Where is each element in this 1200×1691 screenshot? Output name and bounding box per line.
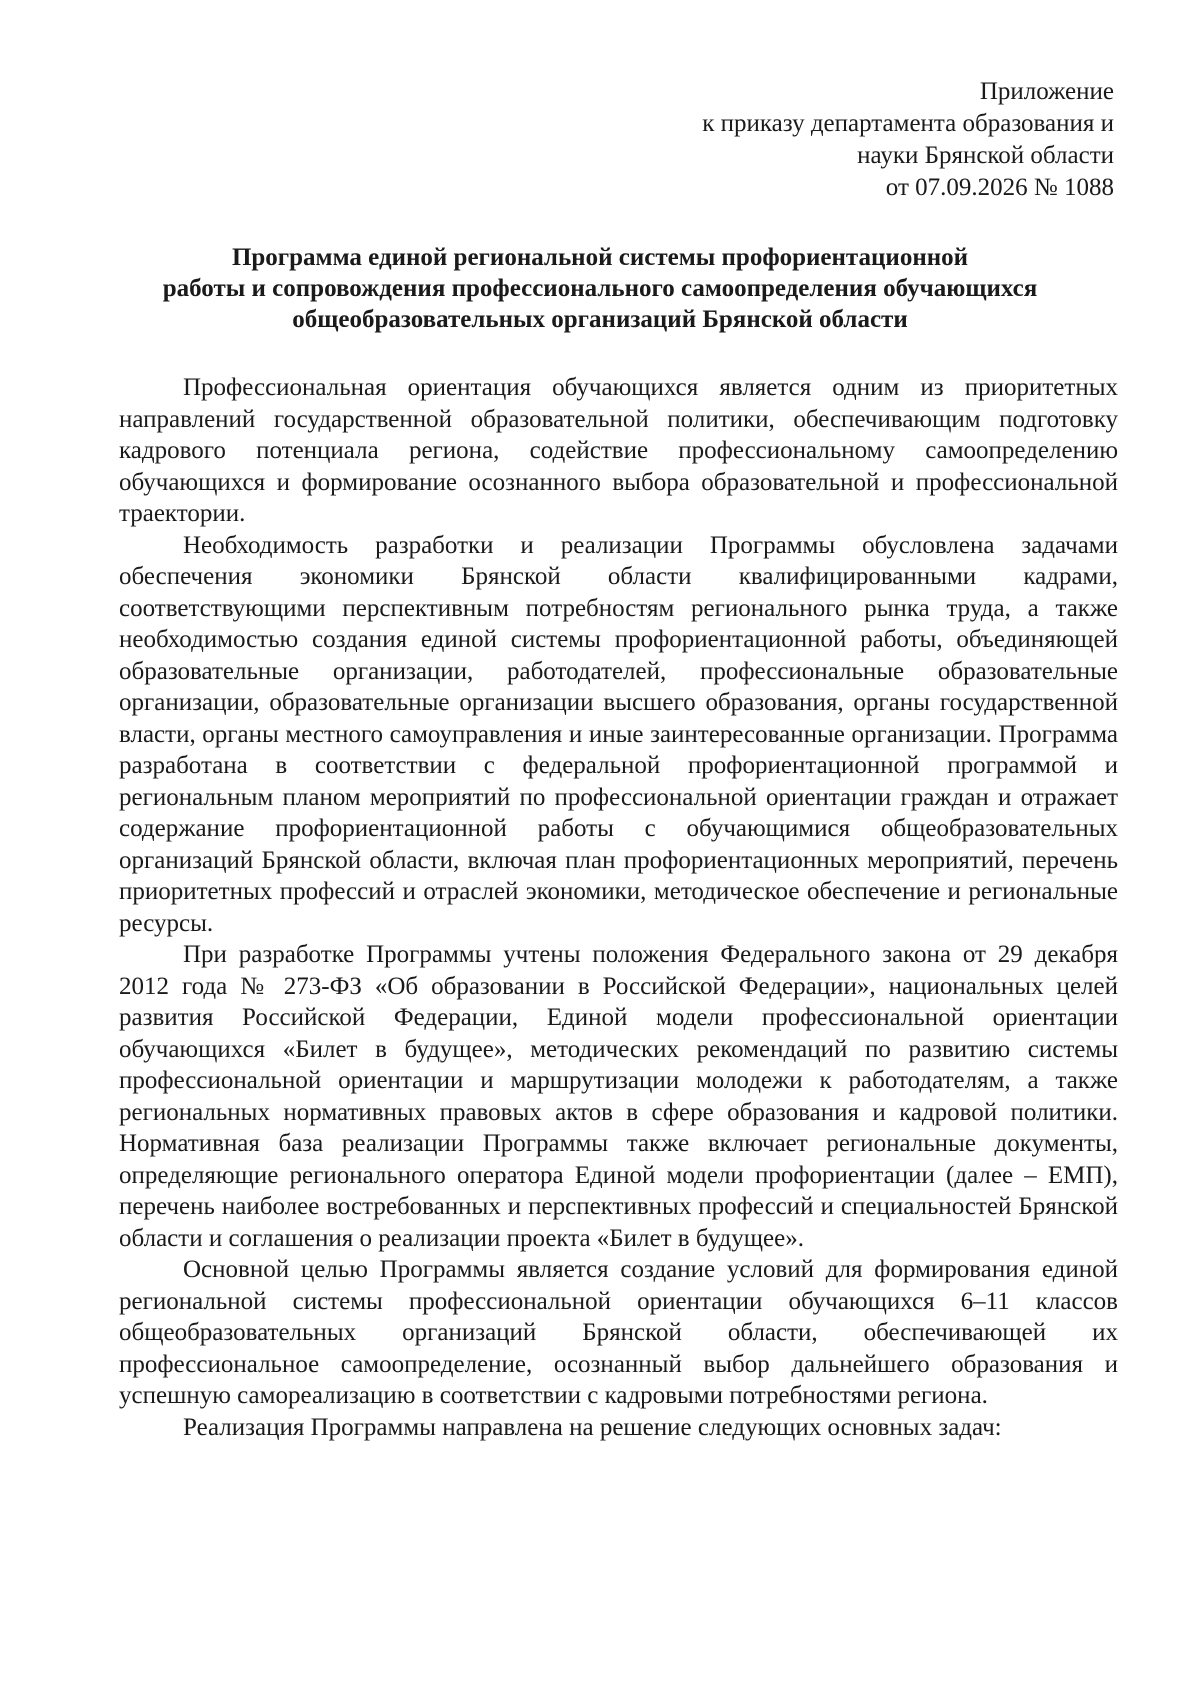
title-line: общеобразовательных организаций Брянской области — [292, 306, 908, 333]
paragraph: Профессиональная ориентация обучающихся является одним из приоритетных направлений государственной образовательной политики, обеспечивающим подготовку кадрового потенциала региона, содействие профессиональному самоопределению обучающихся и формирование осознанного выбора образовательной и профессиональной траектории. — [119, 374, 1118, 527]
paragraph: Реализация Программы направлена на решение следующих основных задач: — [183, 1413, 1002, 1441]
appendix-label: Приложение — [979, 78, 1114, 105]
appendix-order-ref: к приказу департамента образования и — [702, 110, 1114, 137]
title-line: работы и сопровождения профессионального самоопределения обучающихся — [162, 275, 1038, 302]
paragraph: При разработке Программы учтены положения Федерального закона от 29 декабря 2012 года № 273-ФЗ «Об образовании в Российской Федерации», национальных целей развития Российской Федерации, Единой модели профессиональной ориентации обучающихся «Билет в будущее», методических рекомендаций по развитию системы профессиональной ориентации и маршрутизации молодежи к работодателям, а также региональных нормативных правовых актов в сфере образования и кадровой политики. Нормативная база реализации Программы также включает региональные документы, определяющие регионального оператора Единой модели профориентации (далее – ЕМП), перечень наиболее востребованных и перспективных профессий и специальностей Брянской области и соглашения о реализации проекта «Билет в будущее». — [119, 941, 1118, 1252]
document-title — [90, 242, 1110, 335]
appendix-department: науки Брянской области — [857, 142, 1114, 169]
paragraph: Необходимость разработки и реализации Программы обусловлена задачами обеспечения экономики Брянской области квалифицированными кадрами, соответствующими перспективным потребностям регионального рынка труда, а также необходимостью создания единой системы профориентационной работы, объединяющей образовательные организации, работодателей, профессиональные образовательные организации, образовательные организации высшего образования, органы государственной власти, органы местного самоуправления и иные заинтересованные организации. Программа разработана в соответствии с федеральной профориентационной программой и региональным планом мероприятий по профессиональной ориентации граждан и отражает содержание профориентационной работы с обучающимися общеобразовательных организаций Брянской области, включая план профориентационных мероприятий, перечень приоритетных профессий и отраслей экономики, методическое обеспечение и региональные ресурсы. — [119, 531, 1118, 937]
title-line: Программа единой региональной системы профориентационной — [231, 244, 969, 271]
appendix-order-date-number: от 07.09.2026 № 1088 — [885, 174, 1114, 201]
document-body — [119, 372, 1118, 1443]
appendix-note — [702, 76, 1114, 204]
paragraph: Основной целью Программы является создание условий для формирования единой региональной системы профессиональной ориентации обучающихся 6–11 классов общеобразовательных организаций Брянской области, обеспечивающей их профессиональное самоопределение, осознанный выбор дальнейшего образования и успешную самореализацию в соответствии с кадровыми потребностями региона. — [119, 1256, 1118, 1409]
